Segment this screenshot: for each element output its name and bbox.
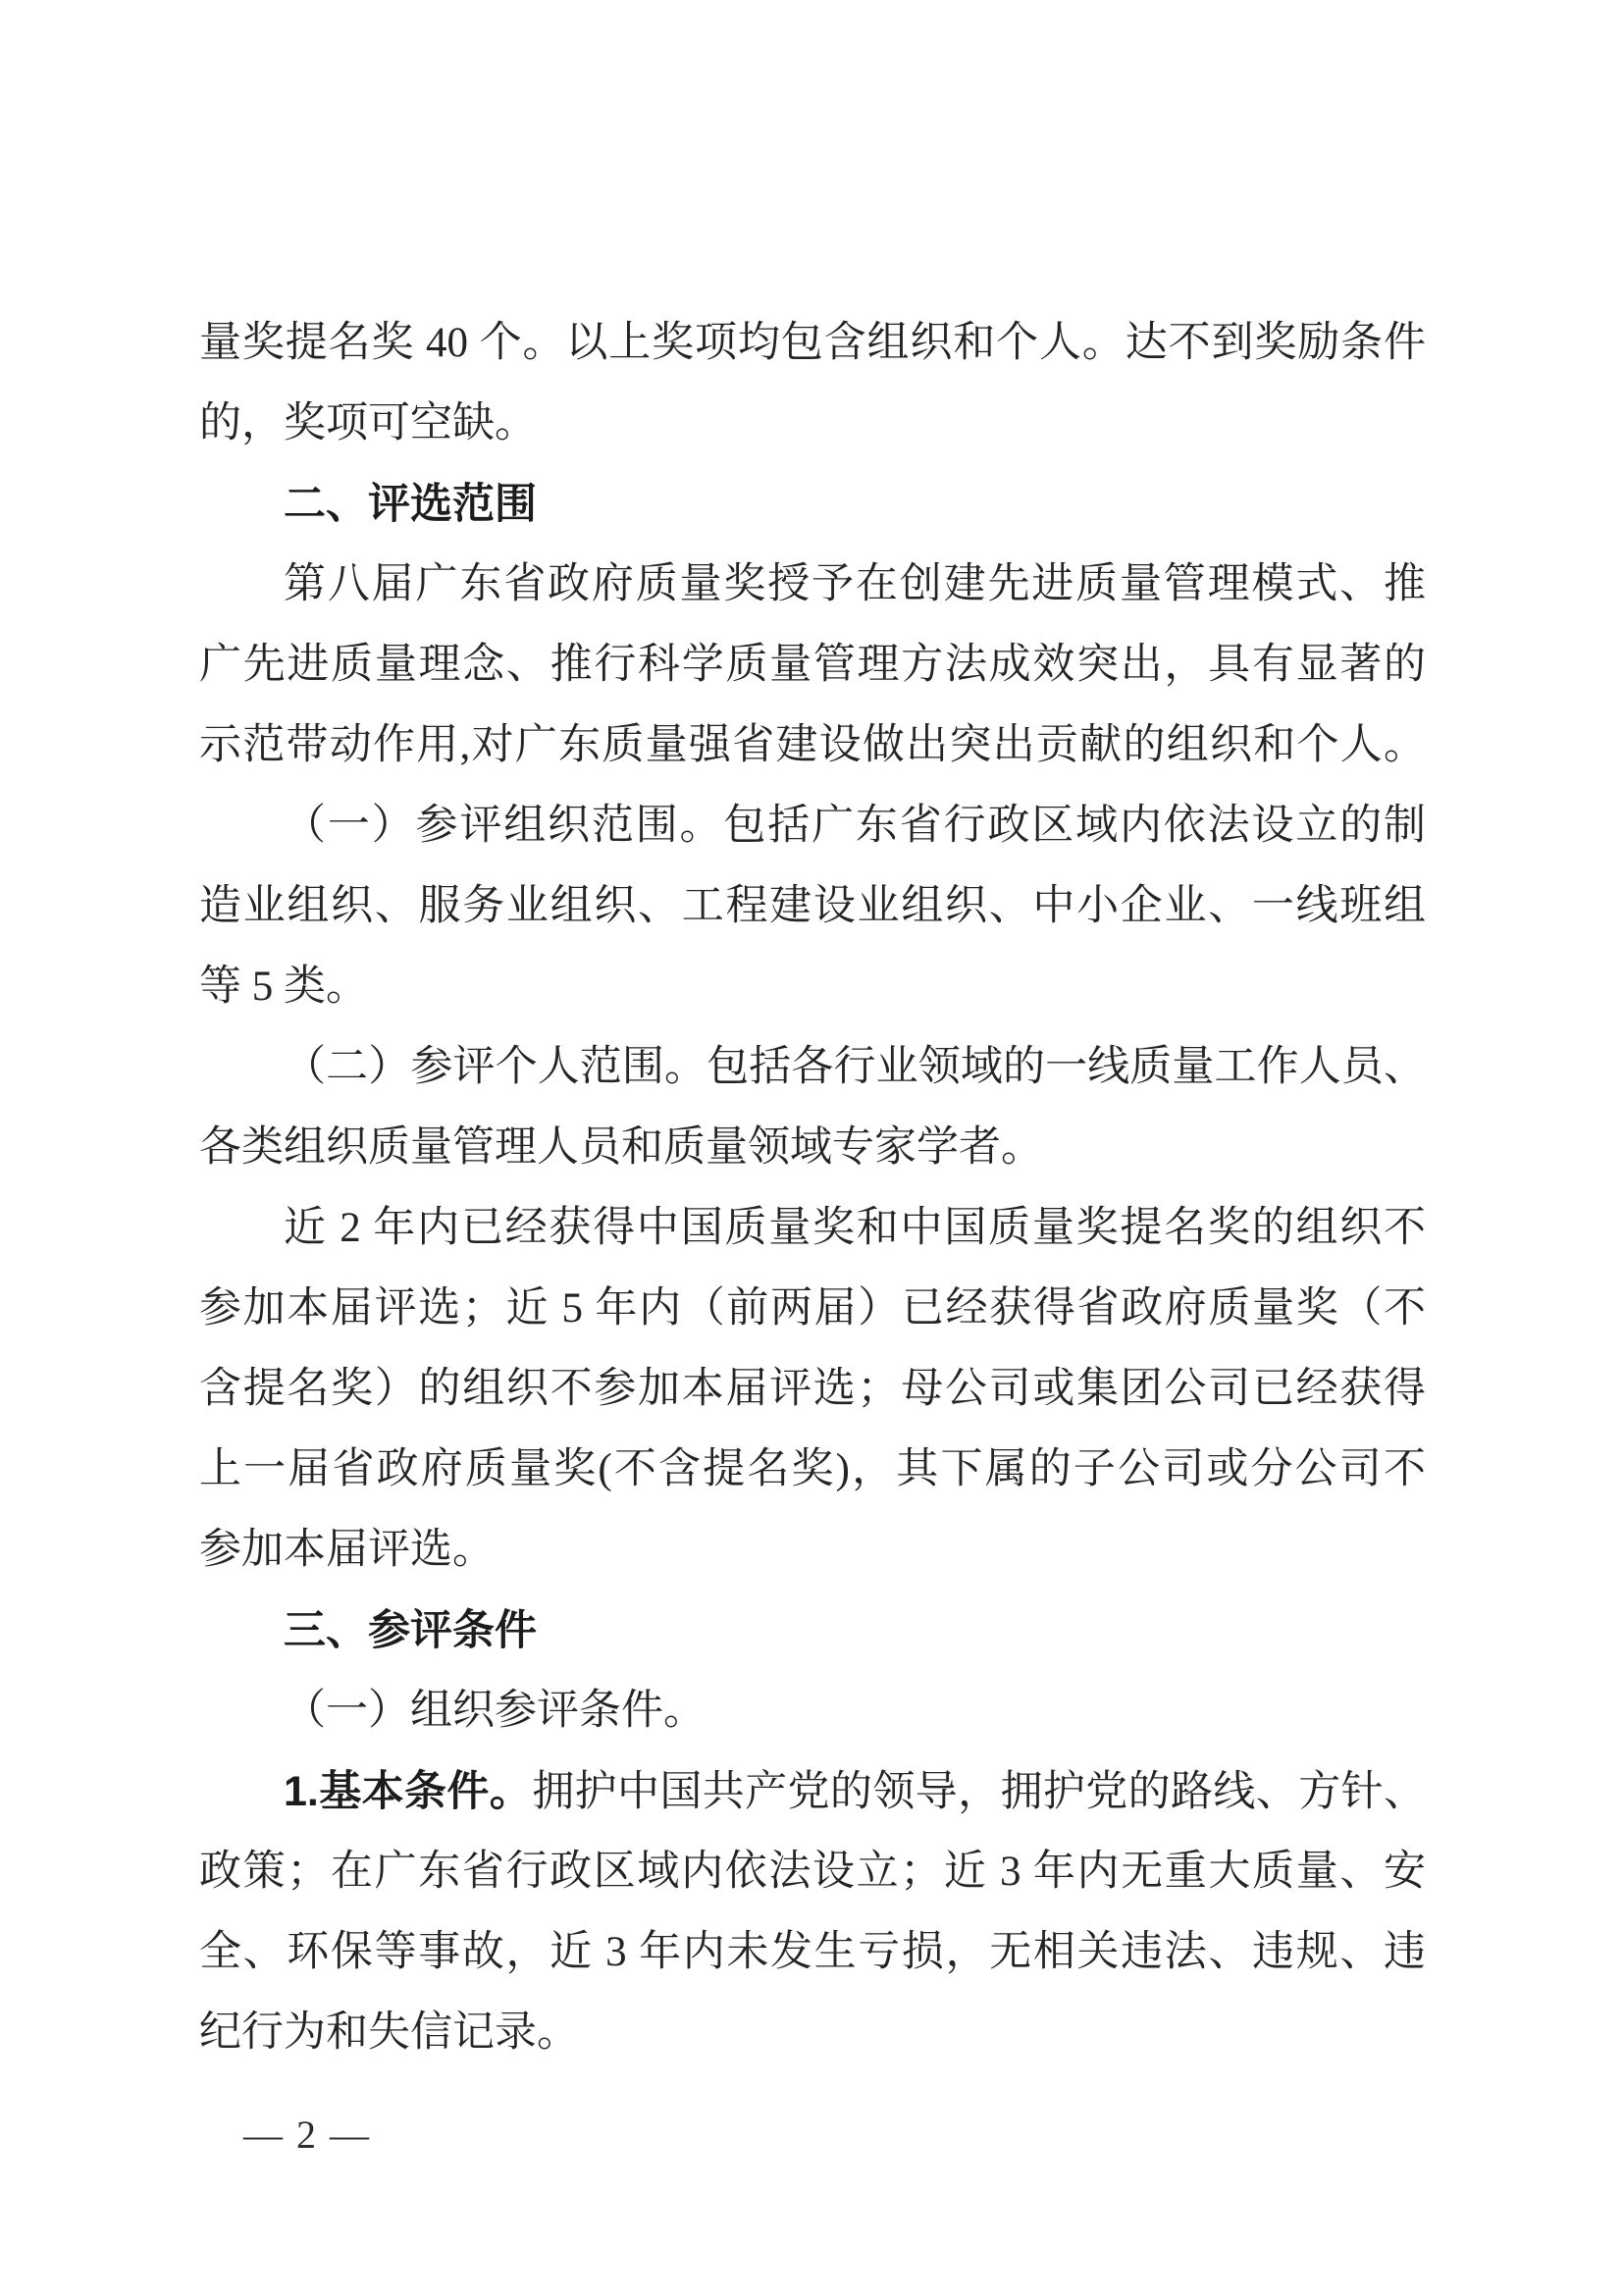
- text-line: [199, 1108, 1426, 1188]
- document-body: [199, 303, 1426, 2073]
- text-run: 二、评选范围: [284, 481, 537, 528]
- bold-text-run: 1.基本条件。: [284, 1768, 533, 1815]
- text-line: [199, 384, 1426, 464]
- text-run: 三、参评条件: [284, 1607, 537, 1654]
- text-line: [199, 947, 1426, 1027]
- text-run: 近 2 年内已经获得中国质量奖和中国质量奖提名奖的组织不: [284, 1205, 1426, 1251]
- text-line: [199, 625, 1426, 705]
- text-run: 的，奖项可空缺。: [199, 400, 537, 446]
- section-heading: [199, 1591, 1426, 1671]
- text-line: [199, 1027, 1426, 1108]
- text-run: 等 5 类。: [199, 964, 368, 1010]
- text-run: 参加本届评选；近 5 年内（前两届）已经获得省政府质量奖（不: [199, 1285, 1426, 1331]
- text-line: [199, 1832, 1426, 1912]
- text-run: 政策；在广东省行政区域内依法设立；近 3 年内无重大质量、安: [199, 1849, 1426, 1895]
- text-run: 示范带动作用,对广东质量强省建设做出突出贡献的组织和个人。: [199, 722, 1426, 768]
- text-line: [199, 1671, 1426, 1751]
- text-run: 量奖提名奖 40 个。以上奖项均包含组织和个人。达不到奖励条件: [199, 320, 1426, 366]
- text-line: [199, 545, 1426, 625]
- text-run: 各类组织质量管理人员和质量领域专家学者。: [199, 1124, 1043, 1171]
- page-number: — 2 —: [243, 2113, 371, 2157]
- text-run: 第八届广东省政府质量奖授予在创建先进质量管理模式、推: [284, 561, 1426, 607]
- text-run: 上一届省政府质量奖(不含提名奖)，其下属的子公司或分公司不: [199, 1446, 1426, 1492]
- text-run: 含提名奖）的组织不参加本届评选；母公司或集团公司已经获得: [199, 1366, 1426, 1412]
- text-line: [199, 705, 1426, 786]
- text-line: [199, 1993, 1426, 2073]
- section-heading: [199, 464, 1426, 545]
- text-line: [199, 1912, 1426, 1993]
- text-run: 造业组织、服务业组织、工程建设业组织、中小企业、一线班组: [199, 883, 1426, 929]
- text-run: （一）参评组织范围。包括广东省行政区域内依法设立的制: [284, 803, 1426, 849]
- text-line: [199, 786, 1426, 866]
- text-run: 纪行为和失信记录。: [199, 2009, 579, 2056]
- text-line: [199, 866, 1426, 947]
- text-run: 全、环保等事故，近 3 年内未发生亏损，无相关违法、违规、违: [199, 1929, 1426, 1975]
- text-line: [199, 1430, 1426, 1510]
- text-run: （一）组织参评条件。: [284, 1688, 706, 1734]
- text-run: 拥护中国共产党的领导，拥护党的路线、方针、: [532, 1769, 1426, 1815]
- text-run: 广先进质量理念、推行科学质量管理方法成效突出，具有显著的: [199, 642, 1426, 688]
- text-run: （二）参评个人范围。包括各行业领域的一线质量工作人员、: [284, 1044, 1426, 1090]
- text-line: [199, 1269, 1426, 1349]
- text-line: [199, 1349, 1426, 1430]
- text-line: [199, 1188, 1426, 1269]
- text-run: 参加本届评选。: [199, 1527, 495, 1573]
- text-line: [199, 1510, 1426, 1591]
- text-line: [199, 303, 1426, 384]
- text-line: [199, 1751, 1426, 1832]
